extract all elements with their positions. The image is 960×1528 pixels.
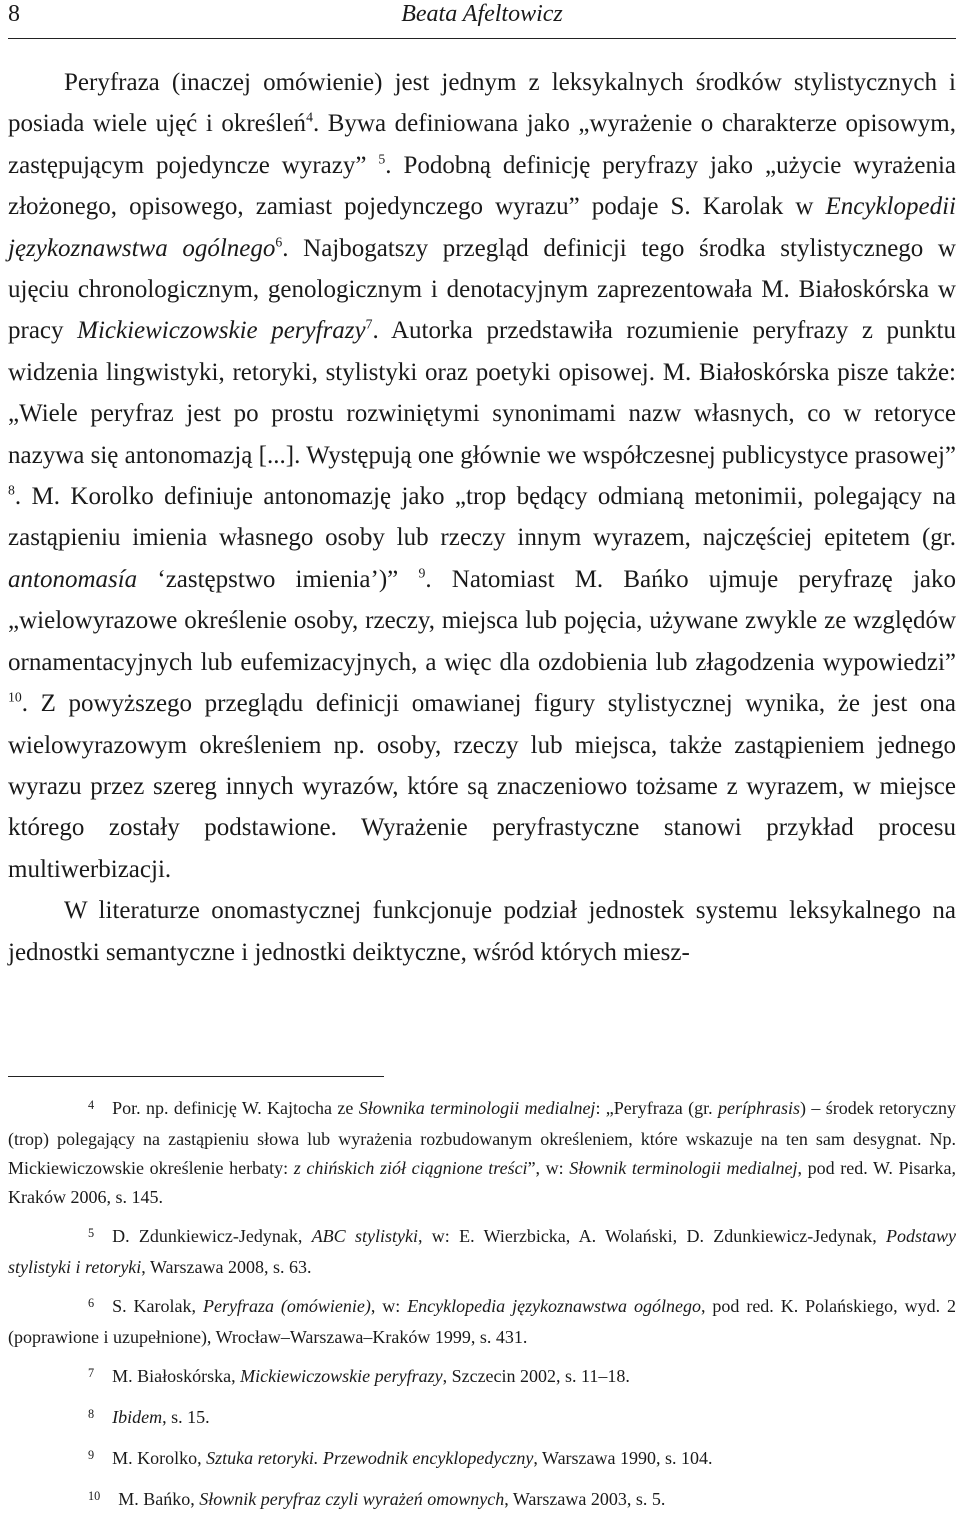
text-run: ‘zastępstwo imienia’)” <box>137 565 419 593</box>
italic-text: Sztuka retoryki. Przewodnik encyklopedyczny <box>206 1448 534 1468</box>
italic-text: Peryfraza (omówienie) <box>202 1296 371 1316</box>
running-head: Beata Afeltowicz <box>401 1 563 27</box>
text-run: W literaturze onomastycznej funkcjonuje podział jednostek systemu leksykalnego na jednostki semantyczne i jednostki deiktyczne, wśród których miesz- <box>8 897 956 966</box>
italic-text: Słownik terminologii medialnej <box>569 1158 798 1178</box>
text-run: , s. 15. <box>162 1407 210 1427</box>
text-run: . M. Korolko definiuje antonomazję jako „trop będący odmianą metonimii, polegający na zastąpieniu imienia własnego osoby lub rzeczy innym wyrazem, najczęściej epitetem (gr. <box>8 483 956 552</box>
text-run: , w: <box>370 1296 408 1316</box>
footnote-number: 6 <box>88 1295 95 1310</box>
footnote <box>8 1292 956 1352</box>
text-run: ”, w: <box>527 1158 570 1178</box>
italic-text: Słownika terminologii medialnej <box>358 1098 596 1118</box>
text-run: , Warszawa 2003, s. 5. <box>504 1489 666 1509</box>
italic-text: z chińskich ziół ciągnione treści <box>293 1158 528 1178</box>
text-run: , Warszawa 2008, s. 63. <box>141 1257 312 1277</box>
footnotes <box>8 1094 956 1526</box>
italic-text: Encyklopedia językoznawstwa ogólnego <box>407 1296 701 1316</box>
footnote-number: 5 <box>88 1225 95 1240</box>
italic-text: Mickiewiczowskie peryfrazy <box>240 1366 443 1386</box>
main-text <box>8 62 956 973</box>
footnote <box>8 1362 956 1393</box>
text-run: , pod red. W. Pisarka, Kraków 2006, s. 145. <box>8 1158 957 1207</box>
footnote-number: 4 <box>88 1097 95 1112</box>
text-run: , Szczecin 2002, s. 11–18. <box>442 1366 630 1386</box>
footnote-number: 8 <box>88 1406 95 1421</box>
page-header <box>8 0 956 40</box>
footnote-ref[interactable]: 7 <box>365 317 373 333</box>
footnote <box>8 1485 956 1516</box>
header-rule <box>8 38 956 39</box>
footnote-number: 9 <box>88 1447 95 1462</box>
paragraph <box>8 890 956 973</box>
footnote-ref[interactable]: 4 <box>306 110 313 126</box>
footnote-separator <box>8 1076 384 1077</box>
italic-text: Słownik peryfraz czyli wyrażeń omownych <box>199 1489 505 1509</box>
text-run: Peryfraza (inaczej omówienie) jest jednym z leksykalnych środków stylistycznych i posiada wiele ujęć i określeń <box>8 69 956 138</box>
text-run: . Natomiast M. Bańko ujmuje peryfrazę jako „wielowyrazowe określenie osoby, rzeczy, miejsca lub pojęcia, używane zwykle ze względów ornamentacyjnych lub eufemizacyjnych, a więc dla ozdobienia lub złagodzenia wypowiedzi” <box>8 565 956 676</box>
footnote-number: 7 <box>88 1365 95 1380</box>
italic-text: ABC stylistyki <box>311 1226 418 1246</box>
text-run: : „Peryfraza (gr. <box>595 1098 718 1118</box>
text-run: M. Białoskórska, <box>112 1366 241 1386</box>
footnote-ref[interactable]: 6 <box>275 234 283 250</box>
footnote <box>8 1222 956 1282</box>
footnote-ref[interactable]: 9 <box>418 565 426 581</box>
text-run: . Z powyższego przeglądu definicji omawianej figury stylistycznej wynika, że jest ona wielowyrazowym określeniem np. osoby, rzeczy lub miejsca, także zastąpieniem jednego wyrazu przez szereg innych wyrazów, które są znaczeniowo tożsame z wyrazem, w miejsce którego zostały podstawione. Wyrażenie peryfrastyczne stanowi przykład procesu multiwerbizacji. <box>8 690 956 883</box>
italic-text: Podstawy stylistyki i retoryki <box>8 1226 956 1277</box>
italic-text: antonomasía <box>8 565 138 593</box>
text-run: S. Karolak, <box>112 1296 203 1316</box>
text-run: . Bywa definiowana jako „wyrażenie o charakterze opisowym, zastępującym pojedyncze wyrazy” <box>8 110 956 179</box>
text-run: M. Korolko, <box>112 1448 207 1468</box>
paragraph <box>8 62 956 890</box>
footnote-ref[interactable]: 10 <box>8 689 22 705</box>
italic-text: períphrasis <box>717 1098 800 1118</box>
italic-text: Mickiewiczowskie peryfrazy <box>77 317 366 345</box>
italic-text: Encyklopedii językoznawstwa ogólnego <box>8 193 956 262</box>
text-run: M. Bańko, <box>118 1489 200 1509</box>
italic-text: Ibidem <box>112 1407 163 1427</box>
text-run: , pod red. K. Polańskiego, wyd. 2 (poprawione i uzupełnione), Wrocław–Warszawa–Kraków 1999, s. 431. <box>8 1296 956 1347</box>
text-run: ) – środek retoryczny (trop) polegający na zastąpieniu słowa lub wyrażenia rozbudowanym określeniem, które wskazuje na ten sam desygnat. Np. Mickiewiczowskie określenie herbaty: <box>8 1098 957 1178</box>
footnote <box>8 1403 956 1434</box>
footnote-number: 10 <box>88 1488 101 1503</box>
text-run: . Podobną definicję peryfrazy jako „użycie wyrażenia złożonego, opisowego, zamiast pojedynczego wyrazu” podaje S. Karolak w <box>8 151 956 221</box>
text-run: . Najbogatszy przegląd definicji tego środka stylistycznego w ujęciu chronologicznym, genologicznym i denotacyjnym zaprezentowała M. Białoskórska w pracy <box>8 234 956 345</box>
text-run: D. Zdunkiewicz-Jedynak, <box>112 1226 312 1246</box>
footnote <box>8 1094 956 1212</box>
footnote-ref[interactable]: 5 <box>378 151 386 167</box>
text-run: Por. np. definicję W. Kajtocha ze <box>112 1098 359 1118</box>
page-number: 8 <box>8 1 20 27</box>
footnote-ref[interactable]: 8 <box>8 482 15 498</box>
text-run: . Autorka przedstawiła rozumienie peryfrazy z punktu widzenia lingwistyki, retoryki, stylistyki oraz poetyki opisowej. M. Białoskórska pisze także: „Wiele peryfraz jest po prostu rozwiniętymi synonimami nazw własnych, co w retoryce nazywa się antonomazją [...]. Występują one głównie we współczesnej publicystyce prasowej” <box>8 317 956 469</box>
text-run: , w: E. Wierzbicka, A. Wolański, D. Zdunkiewicz-Jedynak, <box>417 1226 886 1246</box>
text-run: , Warszawa 1990, s. 104. <box>533 1448 713 1468</box>
footnote <box>8 1444 956 1475</box>
